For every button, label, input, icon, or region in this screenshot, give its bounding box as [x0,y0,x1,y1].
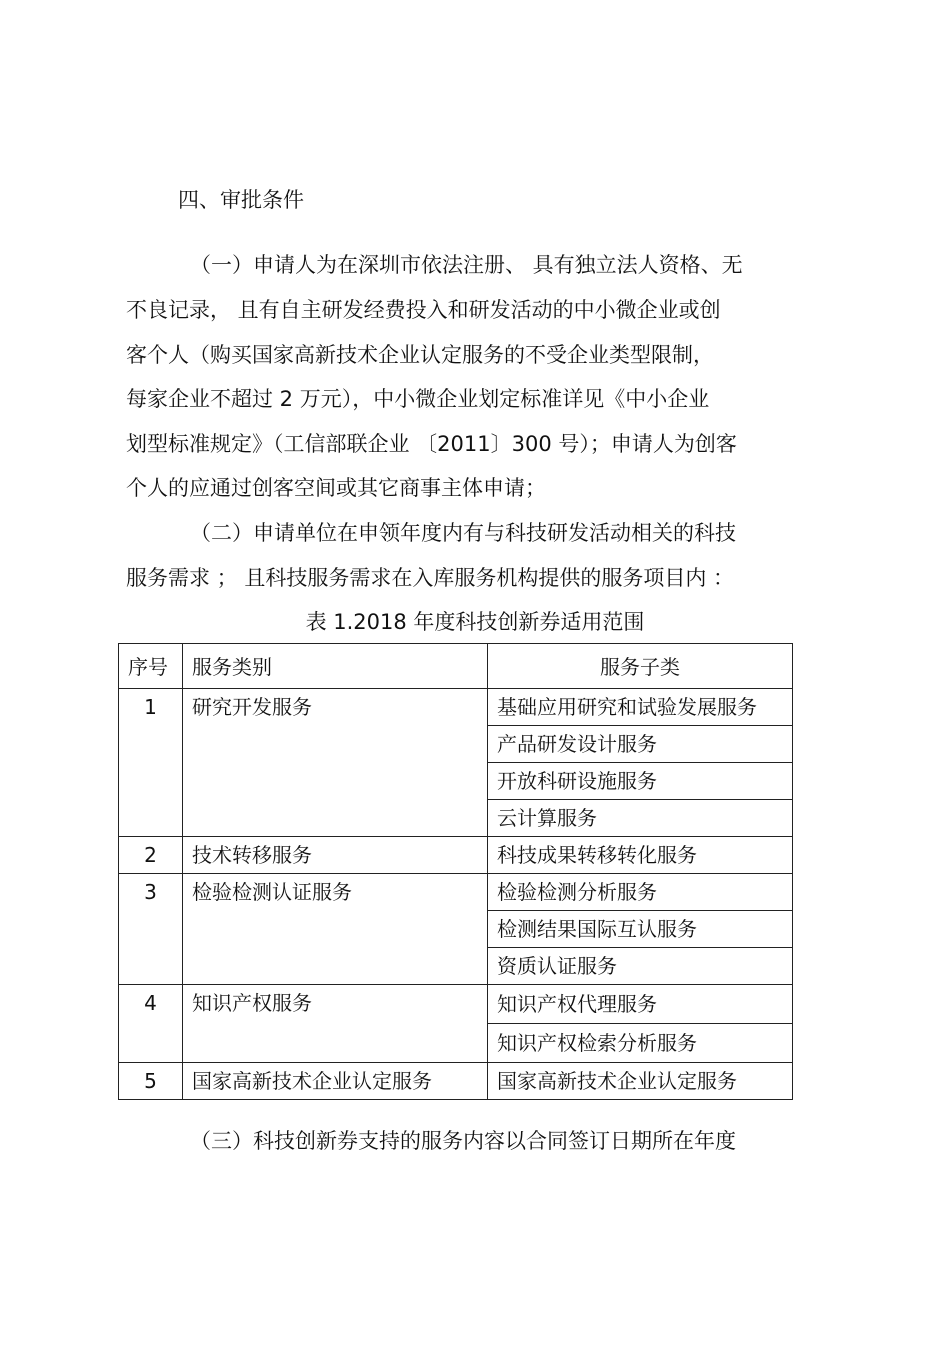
paragraph1-line1: （一）申请人为在深圳市依法注册、 具有独立法人资格、无 [190,253,743,277]
table-row [119,1063,793,1100]
row-subcategory: 国家高新技术企业认定服务 [488,1063,793,1100]
table-row [119,874,793,911]
paragraph1-line3: 客个人（购买国家高新技术企业认定服务的不受企业类型限制， [126,343,714,367]
section-title: 四、审批条件 [178,188,304,212]
paragraph1-line5: 划型标准规定》（工信部联企业 〔2011〕300 号）；申请人为创客 [126,432,737,456]
row-category: 检验检测认证服务 [183,874,488,985]
row-subcategory: 检验检测分析服务 [488,874,793,911]
header-subcategory: 服务子类 [488,644,793,689]
paragraph2-line2: 服务需求 ； 且科技服务需求在入库服务机构提供的服务项目内 ： [126,566,735,590]
paragraph3: （三）科技创新券支持的服务内容以合同签订日期所在年度 [190,1129,736,1153]
row-subcategory: 科技成果转移转化服务 [488,837,793,874]
paragraph1-line2: 不良记录， 且有自主研发经费投入和研发活动的中小微企业或创 [126,298,721,322]
table-row [119,985,793,1024]
table-row [119,837,793,874]
row-subcategory: 知识产权代理服务 [488,985,793,1024]
paragraph2-line1: （二）申请单位在申领年度内有与科技研发活动相关的科技 [190,521,736,545]
row-category: 技术转移服务 [183,837,488,874]
table-row [119,689,793,726]
row-subcategory: 基础应用研究和试验发展服务 [488,689,793,726]
row-no: 5 [119,1063,183,1100]
row-subcategory: 检测结果国际互认服务 [488,911,793,948]
paragraph1-line6: 个人的应通过创客空间或其它商事主体申请； [126,476,546,500]
service-scope-table [118,643,793,1100]
row-category: 国家高新技术企业认定服务 [183,1063,488,1100]
row-category: 知识产权服务 [183,985,488,1063]
row-subcategory: 知识产权检索分析服务 [488,1024,793,1063]
header-no: 序号 [119,644,183,689]
row-subcategory: 产品研发设计服务 [488,726,793,763]
row-category: 研究开发服务 [183,689,488,837]
header-category: 服务类别 [183,644,488,689]
row-subcategory: 云计算服务 [488,800,793,837]
row-no: 1 [119,689,183,837]
row-subcategory: 开放科研设施服务 [488,763,793,800]
row-no: 3 [119,874,183,985]
row-no: 4 [119,985,183,1063]
table-caption: 表 1.2018 年度科技创新券适用范围 [305,610,645,634]
table-header-row [119,644,793,689]
row-subcategory: 资质认证服务 [488,948,793,985]
row-no: 2 [119,837,183,874]
paragraph1-line4: 每家企业不超过 2 万元），中小微企业划定标准详见《中小企业 [126,387,710,411]
